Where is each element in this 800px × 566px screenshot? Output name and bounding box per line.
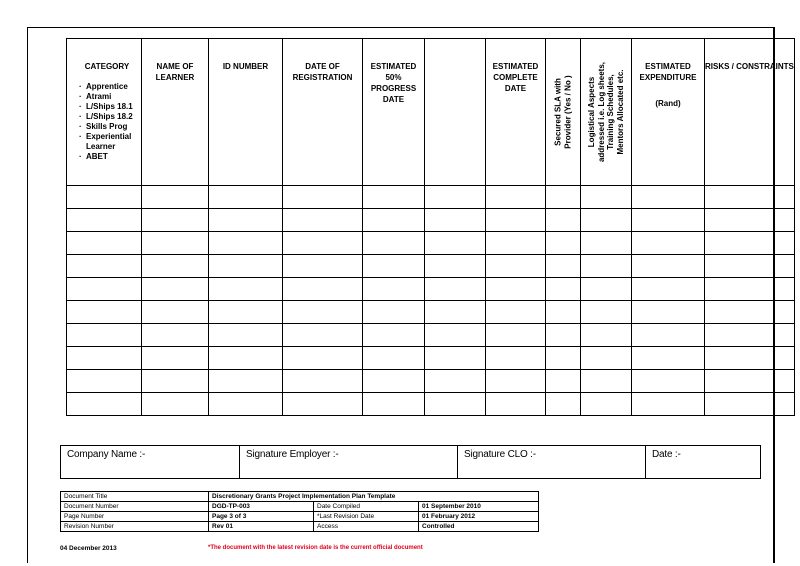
access-label: Access [314, 522, 419, 532]
category-item: · L/Ships 18.2 [79, 112, 141, 122]
table-cell-name[interactable] [142, 255, 209, 278]
table-cell-logistical[interactable] [581, 324, 632, 347]
table-cell-blank[interactable] [425, 393, 486, 416]
table-cell-risks[interactable] [705, 209, 795, 232]
header-label: Secured SLA with Provider (Yes / No ) [553, 75, 572, 149]
table-row [67, 301, 795, 324]
table-cell-progress[interactable] [363, 232, 425, 255]
table-cell-category[interactable] [67, 347, 142, 370]
table-cell-progress[interactable] [363, 370, 425, 393]
table-cell-progress[interactable] [363, 186, 425, 209]
table-cell-logistical[interactable] [581, 209, 632, 232]
table-cell-expenditure[interactable] [632, 255, 705, 278]
table-cell-name[interactable] [142, 324, 209, 347]
table-cell-complete[interactable] [486, 278, 546, 301]
table-cell-id[interactable] [209, 186, 283, 209]
revision-number-value: Rev 01 [209, 522, 314, 532]
table-cell-expenditure[interactable] [632, 393, 705, 416]
table-cell-progress[interactable] [363, 209, 425, 232]
table-cell-risks[interactable] [705, 232, 795, 255]
table-cell-id[interactable] [209, 347, 283, 370]
table-cell-id[interactable] [209, 278, 283, 301]
header-id-number [209, 39, 283, 186]
table-cell-sla[interactable] [546, 347, 581, 370]
header-label: ESTIMATED 50% PROGRESS DATE [370, 62, 417, 104]
category-item: · Skills Prog [79, 122, 141, 132]
table-cell-expenditure[interactable] [632, 301, 705, 324]
table-cell-risks[interactable] [705, 301, 795, 324]
page-number-label: Page Number [61, 512, 209, 522]
doc-row [61, 502, 539, 512]
table-cell-logistical[interactable] [581, 232, 632, 255]
header-blank [425, 39, 486, 186]
table-cell-reg_date[interactable] [283, 209, 363, 232]
date-field[interactable] [646, 446, 760, 478]
table-cell-category[interactable] [67, 370, 142, 393]
table-cell-sla[interactable] [546, 370, 581, 393]
header-label: ESTIMATED COMPLETE DATE [492, 62, 539, 93]
table-cell-blank[interactable] [425, 209, 486, 232]
table-cell-reg_date[interactable] [283, 186, 363, 209]
table-row [67, 393, 795, 416]
table-cell-logistical[interactable] [581, 301, 632, 324]
company-name-label: Company Name :- [67, 449, 146, 460]
table-row [67, 209, 795, 232]
signature-box [60, 445, 761, 479]
header-label: ESTIMATED EXPENDITURE [639, 62, 697, 82]
table-cell-risks[interactable] [705, 324, 795, 347]
table-cell-expenditure[interactable] [632, 209, 705, 232]
table-row [67, 278, 795, 301]
table-cell-complete[interactable] [486, 370, 546, 393]
table-cell-risks[interactable] [705, 347, 795, 370]
table-cell-blank[interactable] [425, 370, 486, 393]
learner-plan-table [66, 38, 795, 416]
table-cell-blank[interactable] [425, 186, 486, 209]
table-cell-sla[interactable] [546, 209, 581, 232]
table-cell-sla[interactable] [546, 255, 581, 278]
doc-row [61, 492, 539, 502]
footer-official-note: *The document with the latest revision date is the current official document [208, 545, 423, 551]
table-cell-name[interactable] [142, 278, 209, 301]
category-item: · Apprentice [79, 82, 141, 92]
footer-date: 04 December 2013 [60, 545, 117, 552]
table-cell-id[interactable] [209, 393, 283, 416]
table-cell-complete[interactable] [486, 347, 546, 370]
doc-title-label: Document Title [61, 492, 209, 502]
table-cell-complete[interactable] [486, 393, 546, 416]
header-label: DATE OF REGISTRATION [292, 62, 353, 82]
table-cell-logistical[interactable] [581, 393, 632, 416]
table-cell-blank[interactable] [425, 301, 486, 324]
table-cell-category[interactable] [67, 255, 142, 278]
date-compiled-value: 01 September 2010 [419, 502, 539, 512]
table-cell-complete[interactable] [486, 209, 546, 232]
header-sublabel: (Rand) [655, 99, 681, 108]
table-cell-expenditure[interactable] [632, 370, 705, 393]
header-date-of-registration [283, 39, 363, 186]
doc-row [61, 512, 539, 522]
header-name-of-learner [142, 39, 209, 186]
table-cell-reg_date[interactable] [283, 301, 363, 324]
signature-clo-field[interactable] [458, 446, 645, 478]
table-cell-name[interactable] [142, 301, 209, 324]
table-cell-reg_date[interactable] [283, 255, 363, 278]
table-cell-expenditure[interactable] [632, 347, 705, 370]
page-number-value: Page 3 of 3 [209, 512, 314, 522]
table-cell-id[interactable] [209, 255, 283, 278]
table-cell-reg_date[interactable] [283, 370, 363, 393]
table-cell-logistical[interactable] [581, 347, 632, 370]
table-cell-risks[interactable] [705, 393, 795, 416]
table-row [67, 186, 795, 209]
header-category-title: CATEGORY [84, 62, 130, 71]
table-cell-expenditure[interactable] [632, 186, 705, 209]
table-cell-id[interactable] [209, 324, 283, 347]
table-row [67, 232, 795, 255]
table-cell-id[interactable] [209, 301, 283, 324]
header-complete-date [486, 39, 546, 186]
table-cell-sla[interactable] [546, 324, 581, 347]
header-progress-date [363, 39, 425, 186]
last-revision-value: 01 February 2012 [419, 512, 539, 522]
table-cell-name[interactable] [142, 186, 209, 209]
category-item: · ABET [79, 152, 141, 162]
table-cell-progress[interactable] [363, 393, 425, 416]
table-cell-sla[interactable] [546, 278, 581, 301]
table-cell-reg_date[interactable] [283, 393, 363, 416]
doc-number-label: Document Number [61, 502, 209, 512]
table-cell-category[interactable] [67, 278, 142, 301]
table-cell-name[interactable] [142, 347, 209, 370]
doc-title-value: Discretionary Grants Project Implementation Plan Template [209, 492, 539, 502]
table-cell-risks[interactable] [705, 255, 795, 278]
header-row [67, 39, 795, 186]
category-list [73, 82, 141, 162]
table-cell-category[interactable] [67, 186, 142, 209]
table-cell-name[interactable] [142, 232, 209, 255]
table-row [67, 255, 795, 278]
table-cell-id[interactable] [209, 232, 283, 255]
table-cell-sla[interactable] [546, 393, 581, 416]
table-cell-risks[interactable] [705, 186, 795, 209]
table-cell-complete[interactable] [486, 186, 546, 209]
date-label: Date :- [652, 449, 681, 460]
table-cell-logistical[interactable] [581, 186, 632, 209]
table-cell-sla[interactable] [546, 186, 581, 209]
table-cell-category[interactable] [67, 324, 142, 347]
table-cell-risks[interactable] [705, 278, 795, 301]
company-name-field[interactable] [61, 446, 239, 478]
access-value: Controlled [419, 522, 539, 532]
signature-employer-field[interactable] [240, 446, 457, 478]
table-cell-category[interactable] [67, 209, 142, 232]
category-item: · L/Ships 18.1 [79, 102, 141, 112]
table-body [67, 186, 795, 416]
table-cell-progress[interactable] [363, 347, 425, 370]
table-cell-logistical[interactable] [581, 278, 632, 301]
table-cell-sla[interactable] [546, 232, 581, 255]
table-cell-expenditure[interactable] [632, 324, 705, 347]
table-cell-complete[interactable] [486, 301, 546, 324]
signature-employer-label: Signature Employer :- [246, 449, 339, 460]
revision-number-label: Revision Number [61, 522, 209, 532]
table-cell-expenditure[interactable] [632, 232, 705, 255]
table-cell-category[interactable] [67, 393, 142, 416]
table-cell-category[interactable] [67, 301, 142, 324]
table-row [67, 347, 795, 370]
category-item: · Atrami [79, 92, 141, 102]
table-cell-reg_date[interactable] [283, 347, 363, 370]
table-cell-name[interactable] [142, 209, 209, 232]
table-cell-id[interactable] [209, 370, 283, 393]
doc-number-value: DGD-TP-003 [209, 502, 314, 512]
table-cell-blank[interactable] [425, 232, 486, 255]
table-cell-complete[interactable] [486, 232, 546, 255]
table-cell-blank[interactable] [425, 255, 486, 278]
table-cell-blank[interactable] [425, 324, 486, 347]
table-cell-progress[interactable] [363, 255, 425, 278]
table-cell-expenditure[interactable] [632, 278, 705, 301]
table-cell-progress[interactable] [363, 301, 425, 324]
header-risks-constraints [705, 39, 795, 186]
date-compiled-label: Date Compiled [314, 502, 419, 512]
header-label: Logistical Aspects addressed i.e. Log sheets, Training Schedules, Mentors Allocated etc. [587, 61, 625, 163]
table-cell-logistical[interactable] [581, 255, 632, 278]
header-category [67, 39, 142, 186]
table-cell-category[interactable] [67, 232, 142, 255]
document-info-table [60, 491, 539, 532]
header-label: NAME OF LEARNER [155, 62, 195, 82]
table-cell-risks[interactable] [705, 370, 795, 393]
doc-row [61, 522, 539, 532]
table-cell-reg_date[interactable] [283, 232, 363, 255]
table-cell-id[interactable] [209, 209, 283, 232]
table-cell-progress[interactable] [363, 324, 425, 347]
header-label: RISKS / CONSTRAINTS [705, 62, 794, 71]
category-item: · Experiential Learner [79, 132, 141, 152]
table-row [67, 324, 795, 347]
signature-clo-label: Signature CLO :- [464, 449, 536, 460]
table-cell-blank[interactable] [425, 347, 486, 370]
header-label: ID NUMBER [222, 62, 269, 71]
last-revision-label: *Last Revision Date [314, 512, 419, 522]
table-cell-reg_date[interactable] [283, 324, 363, 347]
table-cell-reg_date[interactable] [283, 278, 363, 301]
table-cell-name[interactable] [142, 393, 209, 416]
table-cell-complete[interactable] [486, 255, 546, 278]
table-cell-sla[interactable] [546, 301, 581, 324]
table-cell-logistical[interactable] [581, 370, 632, 393]
table-cell-blank[interactable] [425, 278, 486, 301]
table-row [67, 370, 795, 393]
table-cell-progress[interactable] [363, 278, 425, 301]
header-secured-sla [546, 39, 581, 186]
header-logistical-aspects [581, 39, 632, 186]
table-cell-name[interactable] [142, 370, 209, 393]
header-estimated-expenditure [632, 39, 705, 186]
table-cell-complete[interactable] [486, 324, 546, 347]
